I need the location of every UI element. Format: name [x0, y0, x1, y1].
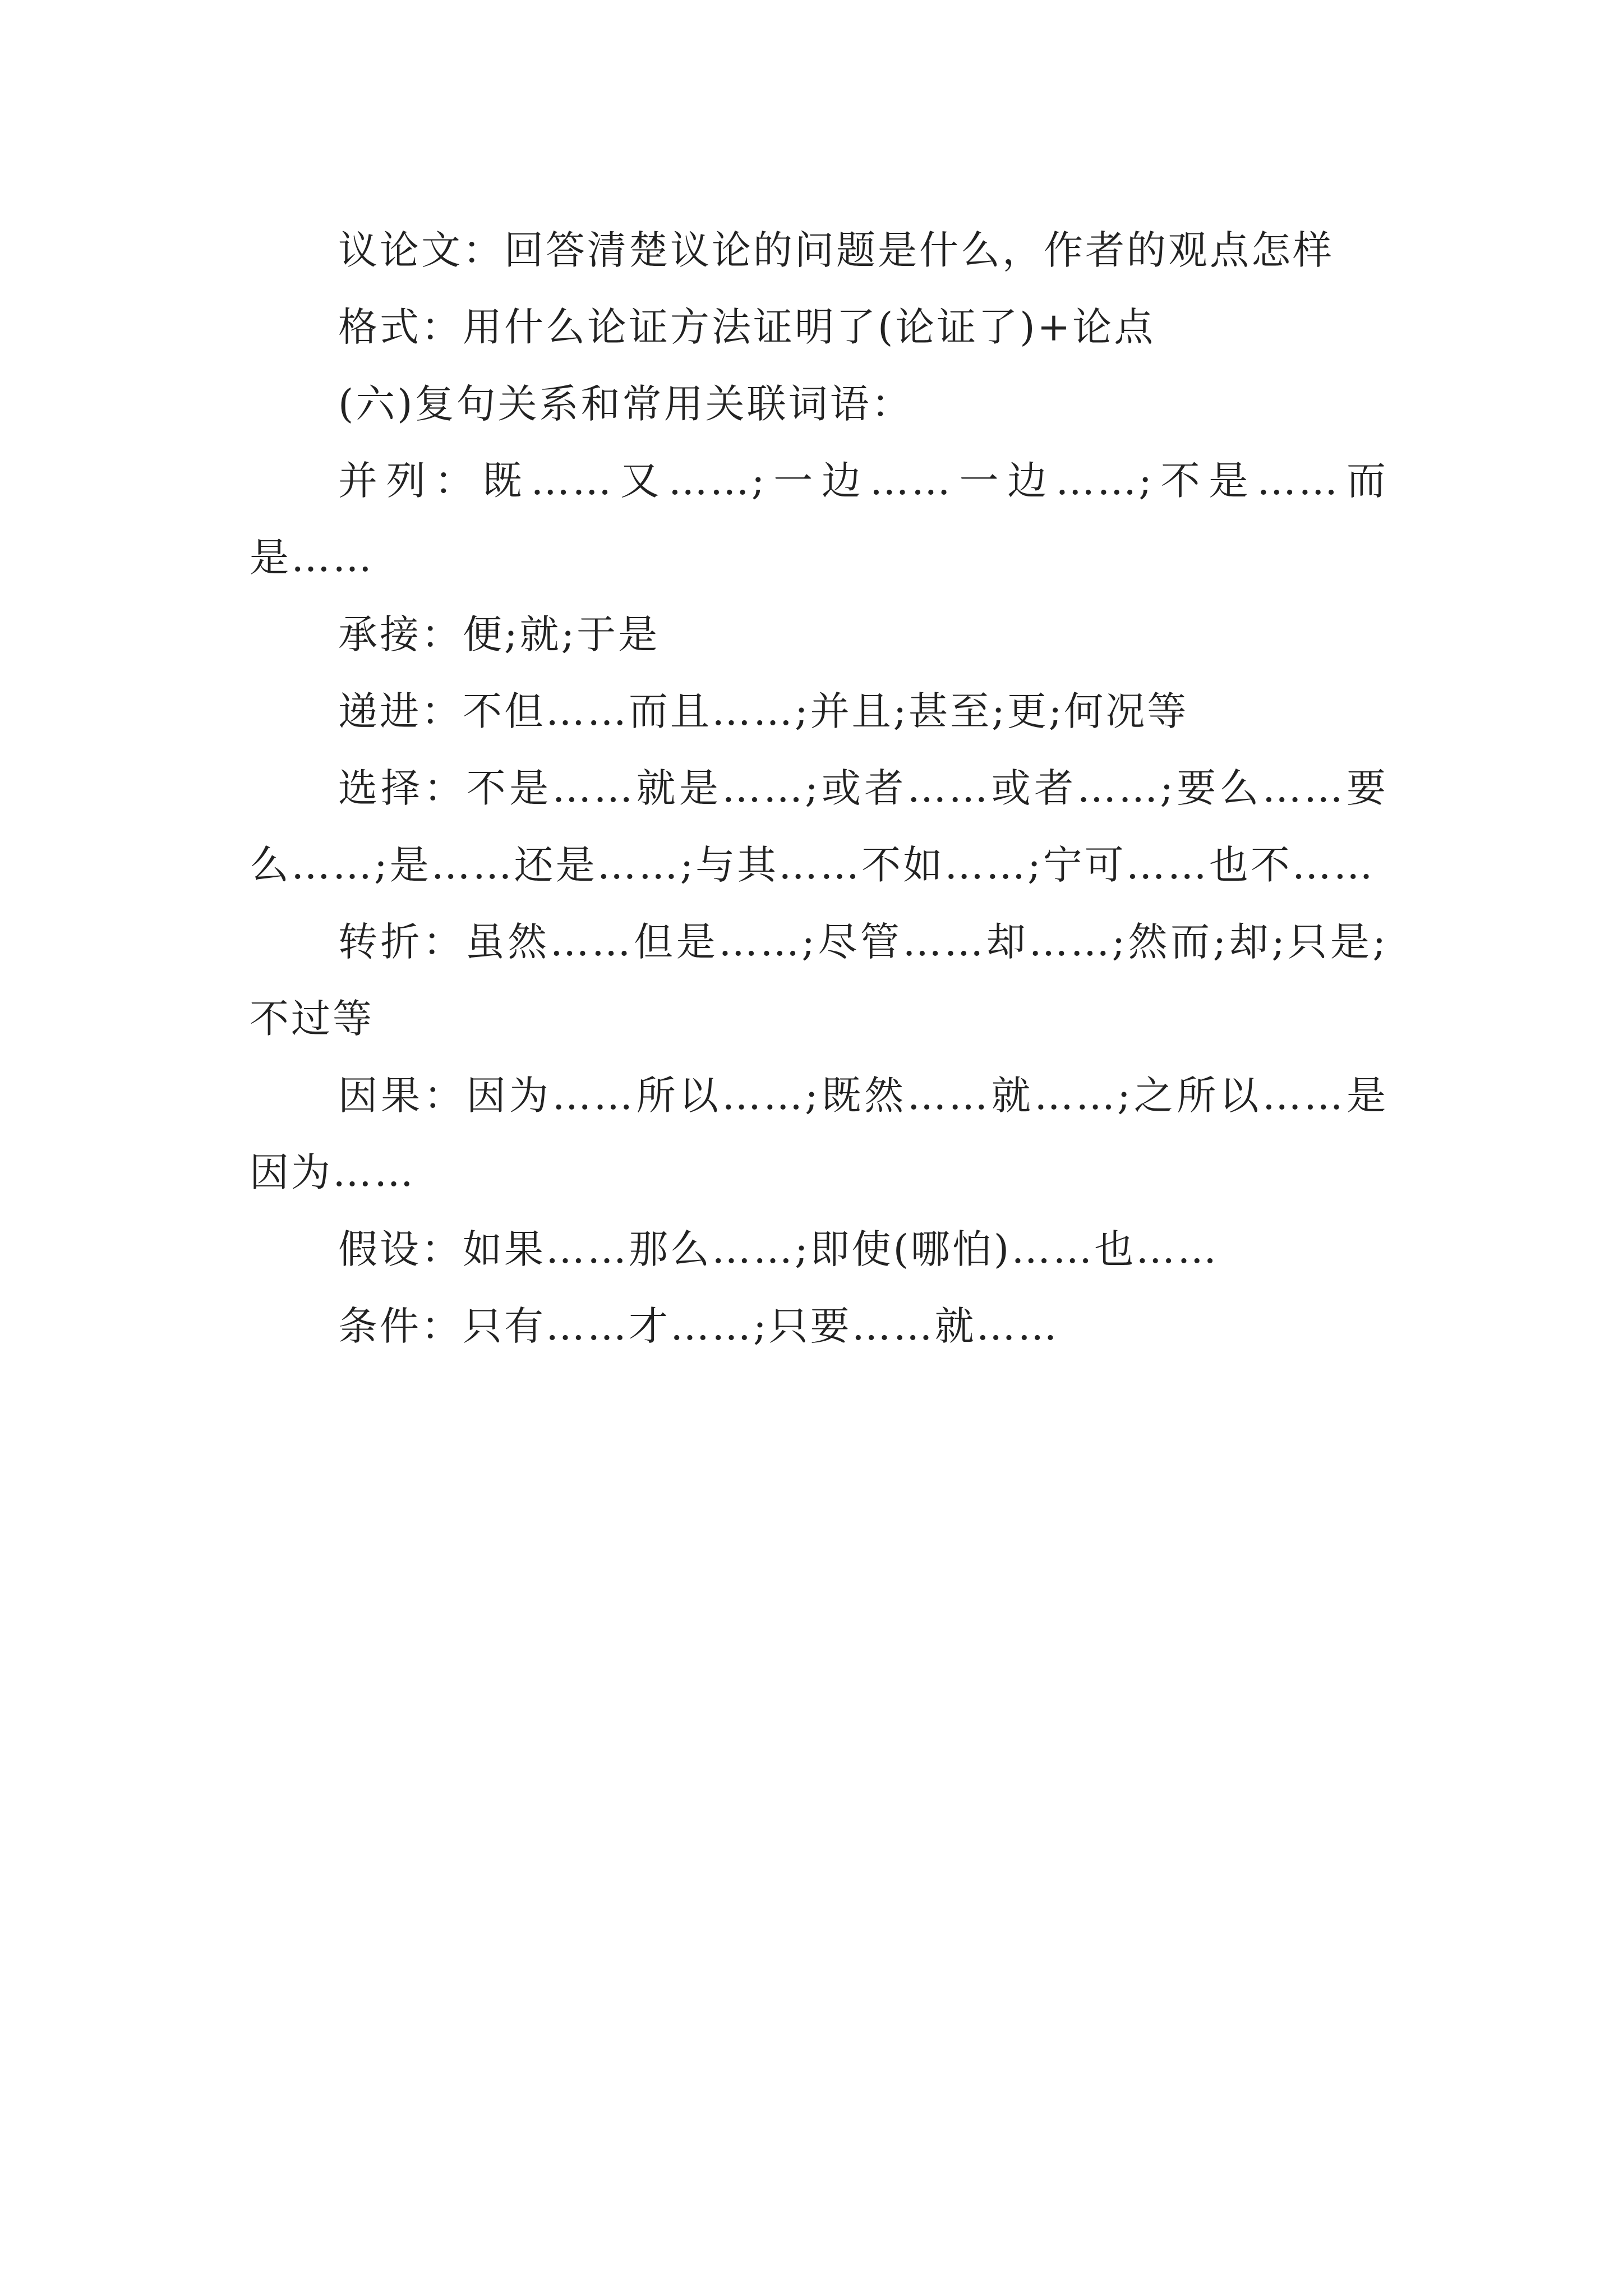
paragraph-format: 格式：用什么论证方法证明了(论证了)+论点: [338, 304, 1156, 350]
paragraph-adversative: 转折：虽然……但是……;尽管……却……;然而;却;只是;不过等: [250, 919, 1388, 1042]
paragraph-progressive: 递进：不但……而且……;并且;甚至;更;何况等: [338, 688, 1189, 734]
section-heading-complex-sentences: (六)复句关系和常用关联词语：: [338, 381, 913, 427]
paragraph-conditional: 条件：只有……才……;只要……就……: [338, 1303, 1059, 1349]
paragraph-causal: 因果：因为……所以……;既然……就……;之所以……是因为……: [250, 1073, 1388, 1195]
paragraph-sequential: 承接：便;就;于是: [338, 611, 660, 657]
paragraph-argumentative: 议论文：回答清楚议论的问题是什么，作者的观点怎样: [338, 227, 1334, 273]
document-body: [250, 212, 1388, 1365]
paragraph-alternative: 选择：不是……就是……;或者……或者……;要么……要么……;是……还是……;与其……不如……;宁可……也不……: [250, 765, 1388, 888]
paragraph-coordinate: 并列：既……又……;一边……一边……;不是……而是……: [250, 458, 1388, 581]
paragraph-hypothetical: 假设：如果……那么……;即使(哪怕)……也……: [338, 1226, 1219, 1272]
